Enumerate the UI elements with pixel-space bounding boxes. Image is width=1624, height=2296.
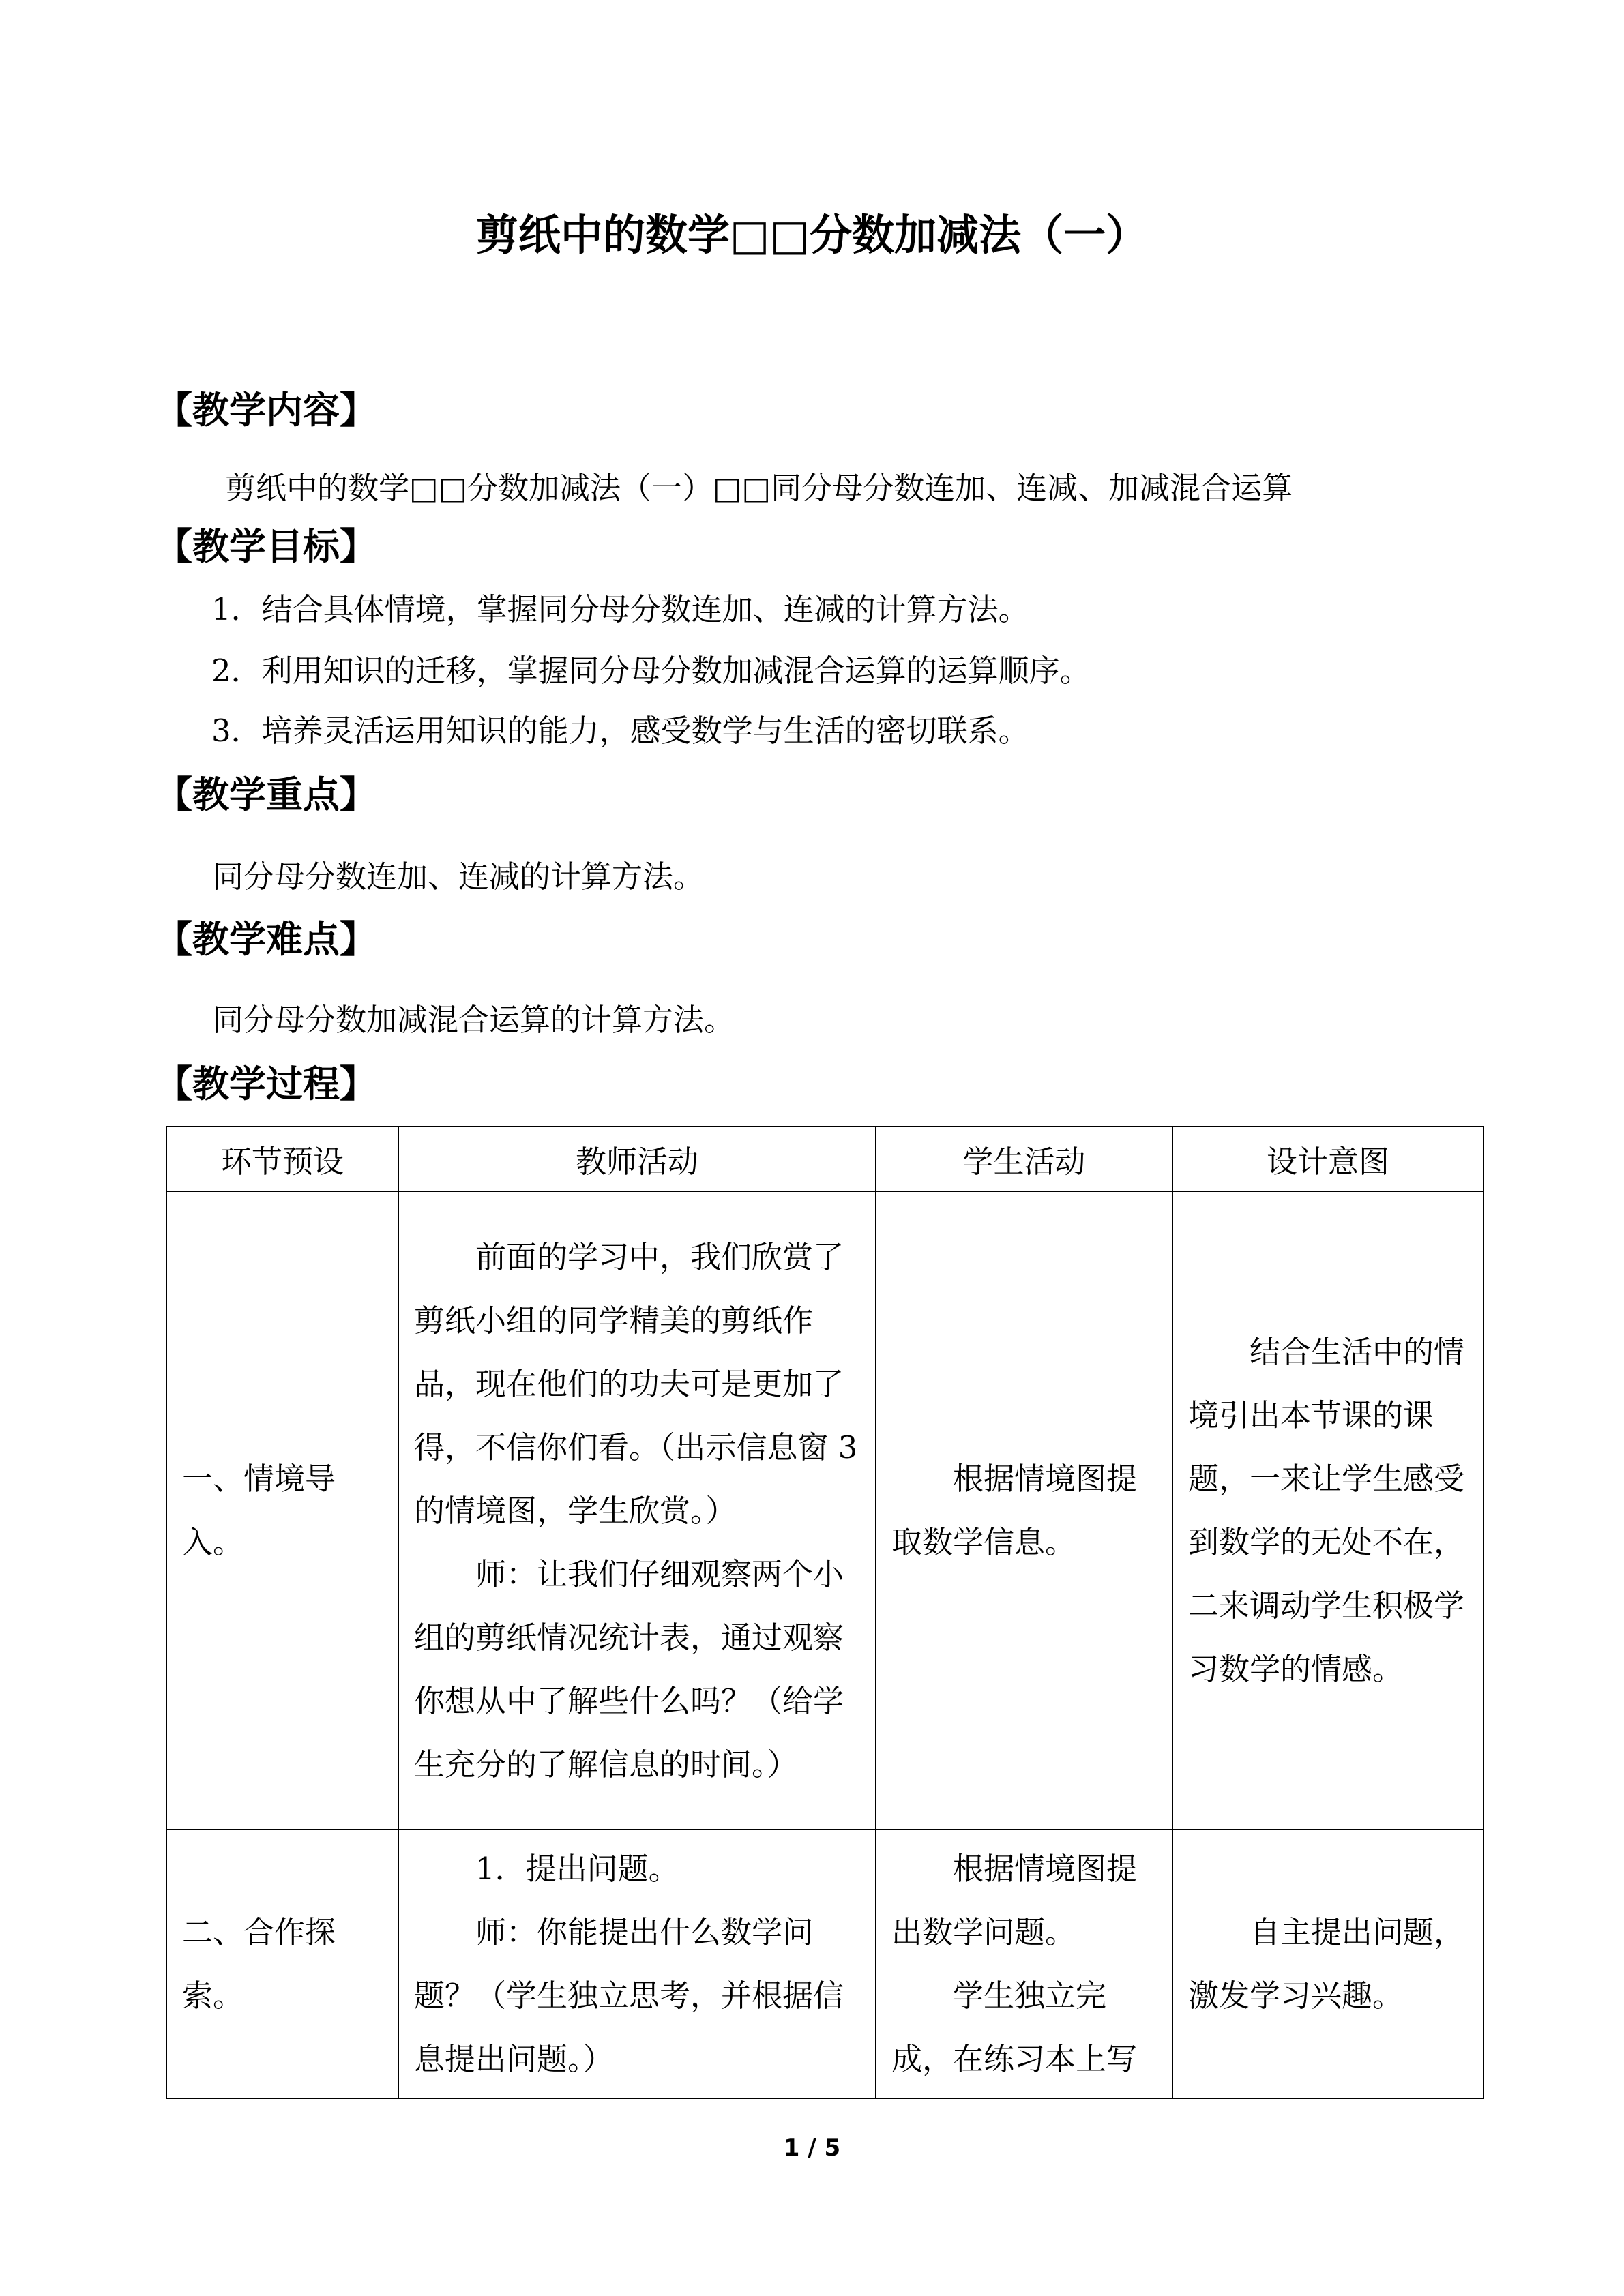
stage-text: 一、情境导入。 [182, 1461, 336, 1560]
col-header-stage: 环节预设 [166, 1127, 398, 1191]
student-paragraph: 学生独立完成，在练习本上写 [891, 1978, 1138, 2077]
col-header-student: 学生活动 [876, 1127, 1172, 1191]
document-title: 剪纸中的数学□□分数加减法（一） [475, 210, 1149, 260]
teacher-paragraph: 师：你能提出什么数学问题？（学生独立思考，并根据信息提出问题。） [414, 1914, 844, 2077]
cell-teacher [398, 1191, 876, 1830]
heading-key: 【教学重点】 [156, 773, 377, 816]
cell-student [876, 1191, 1172, 1830]
heading-process: 【教学过程】 [156, 1062, 377, 1105]
table-header-row [166, 1127, 1483, 1191]
goal-item-3: 3．培养灵活运用知识的能力，感受数学与生活的密切联系。 [211, 713, 1029, 749]
cell-teacher [398, 1830, 876, 2098]
goal-item-1: 1．结合具体情境，掌握同分母分数连加、连减的计算方法。 [211, 591, 1029, 627]
goal-item-2: 2．利用知识的迁移，掌握同分母分数加减混合运算的运算顺序。 [211, 653, 1091, 689]
teacher-paragraph: 1．提出问题。 [475, 1851, 679, 1887]
cell-intent [1172, 1830, 1483, 2098]
table-row [166, 1191, 1483, 1830]
content-text: 剪纸中的数学□□分数加减法（一）□□同分母分数连加、连减、加减混合运算 [225, 470, 1293, 506]
table-row [166, 1830, 1483, 2098]
difficulty-text: 同分母分数加减混合运算的计算方法。 [213, 1002, 735, 1038]
process-table [166, 1126, 1484, 2099]
cell-intent [1172, 1191, 1483, 1830]
teacher-paragraph: 师：让我们仔细观察两个小组的剪纸情况统计表，通过观察你想从中了解些什么吗？（给学生充分的了解信息的时间。） [414, 1555, 844, 1783]
cell-stage [166, 1830, 398, 2098]
intent-paragraph: 结合生活中的情境引出本节课的课题，一来让学生感受到数学的无处不在，二来调动学生积极学习数学的情感。 [1188, 1334, 1465, 1687]
intent-paragraph: 自主提出问题，激发学习兴趣。 [1188, 1914, 1465, 2014]
student-paragraph: 根据情境图提出数学问题。 [891, 1851, 1138, 1950]
heading-difficulty: 【教学难点】 [156, 918, 377, 961]
col-header-intent: 设计意图 [1172, 1127, 1483, 1191]
cell-stage [166, 1191, 398, 1830]
teacher-paragraph: 前面的学习中，我们欣赏了剪纸小组的同学精美的剪纸作品，现在他们的功夫可是更加了得，不信你们看。（出示信息窗 3 的情境图，学生欣赏。） [414, 1238, 858, 1529]
page-number: 1 / 5 [783, 2134, 841, 2162]
cell-student [876, 1830, 1172, 2098]
stage-text: 二、合作探索。 [182, 1914, 336, 2014]
key-text: 同分母分数连加、连减的计算方法。 [213, 859, 705, 895]
heading-goals: 【教学目标】 [156, 525, 377, 568]
student-paragraph: 根据情境图提取数学信息。 [891, 1461, 1138, 1560]
col-header-teacher: 教师活动 [398, 1127, 876, 1191]
heading-content: 【教学内容】 [156, 389, 377, 432]
